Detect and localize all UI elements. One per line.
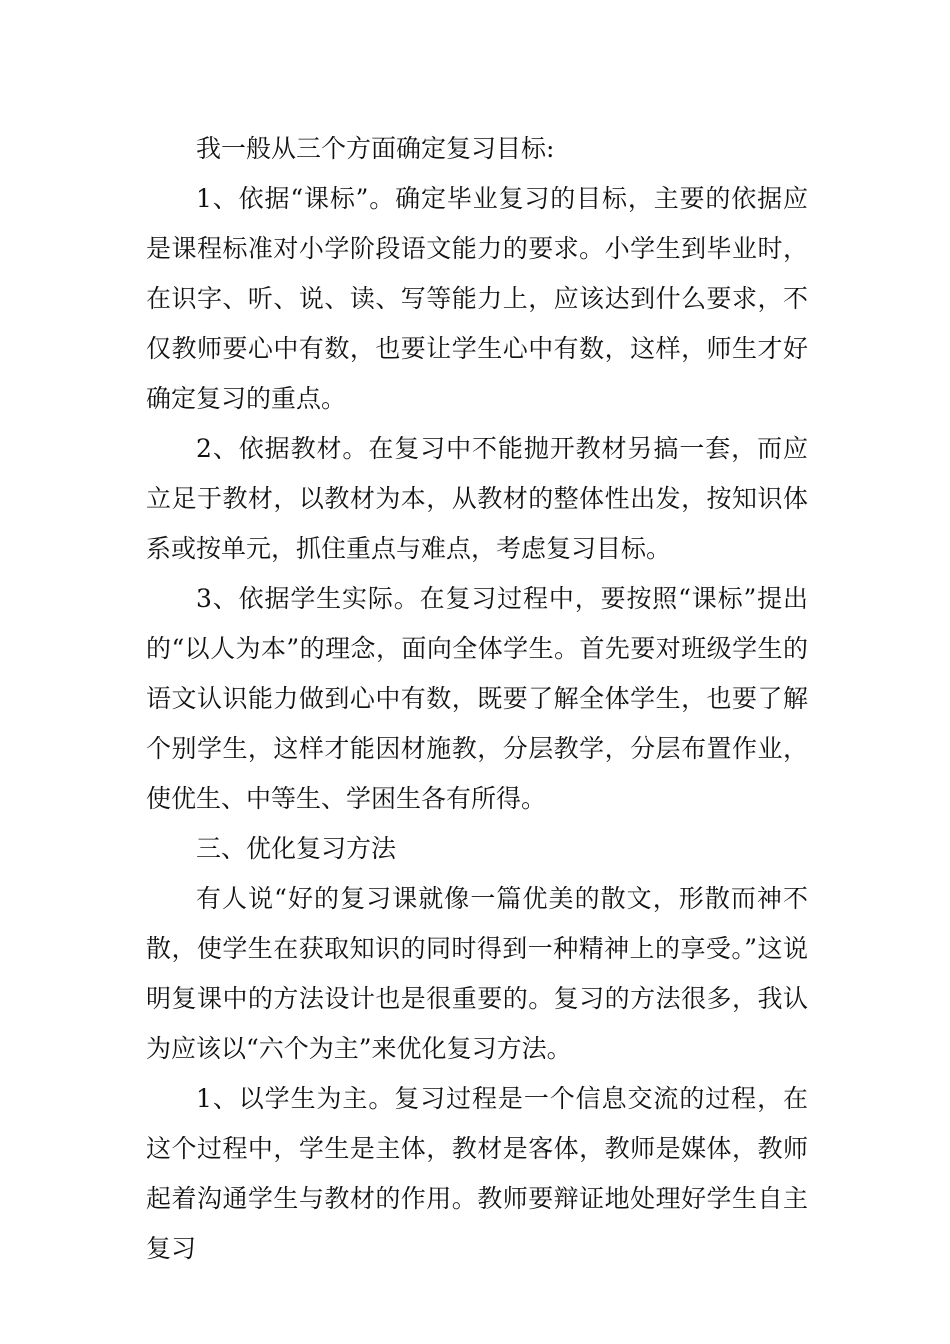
document-body [146,124,808,1274]
paragraph-intro: 我一般从三个方面确定复习目标: [196,134,555,163]
paragraph-point-2-textbook: 2、依据教材。在复习中不能抛开教材另搞一套，而应立足于教材，以教材为本，从教材的整体性出发，按知识体系或按单元，抓住重点与难点，考虑复习目标。 [146,434,808,563]
paragraph-point-3-students: 3、依据学生实际。在复习过程中，要按照“课标”提出的“以人为本”的理念，面向全体学生。首先要对班级学生的语文认识能力做到心中有数，既要了解全体学生，也要了解个别学生，这样才能因材施教，分层教学，分层布置作业，使优生、中等生、学困生各有所得。 [146,584,808,813]
section-heading-3: 三、优化复习方法 [196,834,397,863]
paragraph-method-intro: 有人说“好的复习课就像一篇优美的散文，形散而神不散，使学生在获取知识的同时得到一种精神上的享受。”这说明复课中的方法设计也是很重要的。复习的方法很多，我认为应该以“六个为主”来优化复习方法。 [146,884,808,1063]
paragraph-method-1: 1、以学生为主。复习过程是一个信息交流的过程，在这个过程中，学生是主体，教材是客体，教师是媒体，教师起着沟通学生与教材的作用。教师要辩证地处理好学生自主复习 [146,1084,808,1263]
paragraph-point-1-curriculum: 1、依据“课标”。确定毕业复习的目标，主要的依据应是课程标准对小学阶段语文能力的要求。小学生到毕业时，在识字、听、说、读、写等能力上，应该达到什么要求，不仅教师要心中有数，也要让学生心中有数，这样，师生才好确定复习的重点。 [146,184,808,413]
